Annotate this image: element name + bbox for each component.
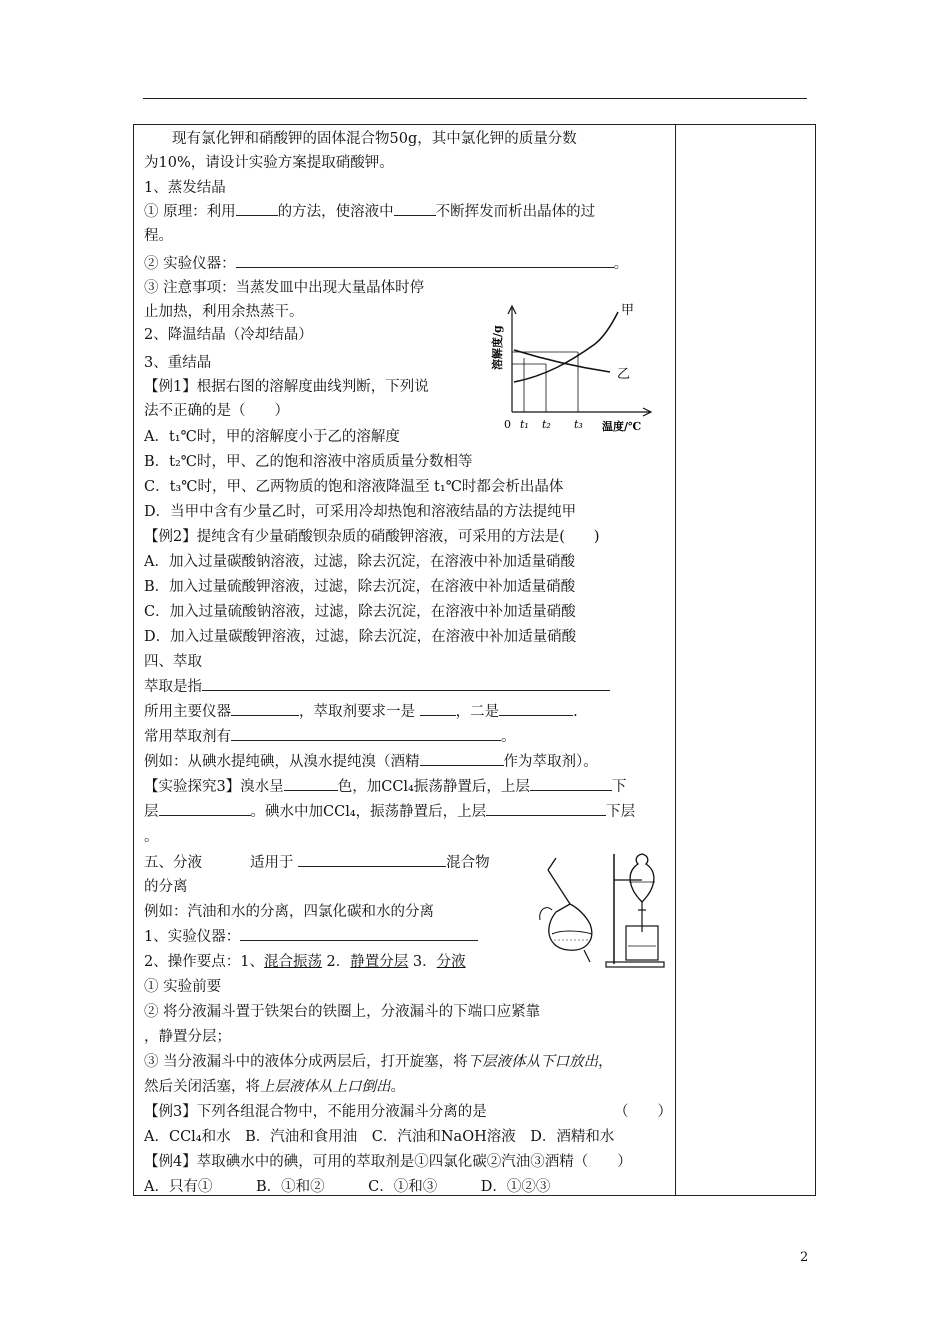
s4-title: 四、萃取 [144,654,202,670]
ex2-option-d: D．加入过量碳酸钾溶液，过滤，除去沉淀，在溶液中补加适量硝酸 [144,629,577,645]
text: 作为萃取剂）。 [503,754,598,770]
s4-definition [144,676,610,698]
s5-title [144,852,490,874]
hand-icon [540,908,552,920]
s4-instruments [144,701,578,723]
ex1-option-a: A．t₁℃时，甲的溶解度小于乙的溶解度 [144,429,400,445]
fill-blank[interactable] [499,701,573,716]
s1-title: 1、蒸发结晶 [144,180,226,196]
text: 【实验探究3】溴水呈 [144,779,284,795]
s5-step-3 [144,1051,613,1073]
text: 下层 [606,804,636,820]
s1-instruments [144,253,628,275]
text: 下 [611,779,627,795]
text: 适用于 [250,855,294,871]
y-axis-label: 溶解度/g [491,325,504,370]
text: 混合物 [446,855,490,871]
t1-label: t₁ [520,418,529,431]
s4-example [144,751,598,773]
fill-blank[interactable] [231,701,299,716]
page-number: 2 [800,1250,809,1265]
s1-notes-1: ③ 注意事项：当蒸发皿中出现大量晶体时停 [144,280,425,296]
text: 例如：从碘水提纯碘，从溴水提纯溴（酒精 [144,754,420,770]
fill-blank[interactable] [236,253,614,268]
separatory-funnel-figure [538,850,668,970]
fill-blank[interactable] [236,201,278,216]
text: 常用萃取剂有 [144,729,231,745]
s5-title-cont: 的分离 [144,879,188,895]
fill-blank[interactable] [530,776,612,791]
text: 【例3】下列各组混合物中，不能用分液漏斗分离的是 [144,1104,487,1120]
fill-blank[interactable] [231,726,501,741]
fill-blank[interactable] [202,676,610,691]
curve-yi [514,350,610,372]
label-yi: 乙 [617,367,631,382]
x-axis-label: 温度/℃ [602,420,642,433]
ex2-option-b: B．加入过量硫酸钾溶液，过滤，除去沉淀，在溶液中补加适量硝酸 [144,579,576,595]
text: 静置分层 [350,954,409,970]
fill-blank[interactable] [240,926,478,941]
ex2-option-a: A．加入过量碳酸钠溶液，过滤，除去沉淀，在溶液中补加适量硝酸 [144,554,575,570]
notes-column-divider [675,124,676,1196]
fill-blank[interactable] [486,801,606,816]
text: . [573,704,578,720]
s3-title: 3、重结晶 [144,355,212,371]
ex1-option-d: D．当甲中含有少量乙时，可采用冷却热饱和溶液结晶的方法提纯甲 [144,504,577,520]
ex2-question: 【例2】提纯含有少量硝酸钡杂质的硝酸钾溶液，可采用的方法是( ) [144,529,600,545]
text: 3． [408,954,437,970]
ex2-option-c: C．加入过量硫酸钠溶液，过滤，除去沉淀，在溶液中补加适量硝酸 [144,604,576,620]
stopper [548,858,556,870]
s4-common [144,726,516,748]
s1-notes-2: 止加热，利用余热蒸干。 [144,304,304,320]
text: 2、操作要点：1、 [144,954,264,970]
s1-principle [144,201,595,223]
ex1-option-c: C．t₃℃时，甲、乙两物质的饱和溶液降温至 t₁℃时都会析出晶体 [144,479,564,495]
ex3-question [144,1101,672,1123]
text: 色，加CCl₄振荡静置后，上层 [337,779,530,795]
s5-step-2-cont: ，静置分层； [144,1029,231,1045]
text: ，萃取剂要求一是 [299,704,415,720]
ex1-question-2: 法不正确的是（ ） [144,403,289,419]
text: 下层液体从下口放出 [467,1054,599,1070]
funnel-stem [584,950,590,962]
t3-label: t₃ [574,418,583,431]
text: ② 实验仪器： [144,256,236,272]
intro-line-2: 为10%，请设计实验方案提取硝酸钾。 [144,155,394,171]
text: 的方法，使溶液中 [277,204,394,220]
ex4-options: A．只有① B．①和② C．①和③ D．①②③ [144,1179,551,1195]
text: 所用主要仪器 [144,704,231,720]
solubility-curve-figure [490,292,670,438]
text: 五、分液 [144,855,202,871]
exp3-line-2 [144,801,635,823]
t2-label: t₂ [542,418,551,431]
exp3-line-3: 。 [144,829,159,845]
header-rule [143,98,807,99]
text: ① 原理：利用 [144,204,236,220]
text: 1、实验仪器： [144,929,241,945]
s5-operations [144,951,466,973]
text: 。 [501,729,516,745]
fill-blank[interactable] [420,751,504,766]
fill-blank[interactable] [298,852,446,867]
ex1-option-b: B．t₂℃时，甲、乙的饱和溶液中溶质质量分数相等 [144,454,473,470]
text: ，二是 [455,704,500,720]
text: 。 [613,256,629,272]
text: 层 [144,804,159,820]
text: 不断挥发而析出晶体的过 [435,204,596,220]
intro-line-1: 现有氯化钾和硝酸钾的固体混合物50g，其中氯化钾的质量分数 [172,131,577,147]
text: 萃取是指 [144,679,202,695]
s5-example: 例如：汽油和水的分离，四氯化碳和水的分离 [144,904,434,920]
liquid-layer [552,931,592,934]
ex3-options: A．CCl₄和水 B．汽油和食用油 C．汽油和NaOH溶液 D．酒精和水 [144,1129,615,1145]
exp3-line-1 [144,776,626,798]
fill-blank[interactable] [284,776,338,791]
fill-blank[interactable] [394,201,436,216]
funnel-neck [548,870,570,904]
text: 分液 [436,954,466,970]
ex4-question: 【例4】萃取碘水中的碘，可用的萃取剂是①四氯化碳②汽油③酒精（ ） [144,1154,632,1170]
text: ③ 当分液漏斗中的液体分成两层后，打开旋塞，将 [144,1054,468,1070]
s5-step-1: ① 实验前要 [144,979,222,995]
text: ， [598,1054,613,1070]
s5-step-3-cont [144,1076,405,1098]
s5-step-2: ② 将分液漏斗置于铁架台的铁圈上，分液漏斗的下端口应紧靠 [144,1004,541,1020]
origin-label: 0 [504,418,511,431]
hand-funnel-icon [549,904,592,950]
text: 上层液体从上口倒出 [260,1079,391,1095]
fill-blank[interactable] [420,701,456,716]
s1-principle-cont: 程。 [144,228,173,244]
s2-title: 2、降温结晶（冷却结晶） [144,327,313,343]
text: 。 [390,1079,405,1095]
label-jia: 甲 [621,303,635,318]
text: 混合振荡 [263,954,322,970]
ex1-question-1: 【例1】根据右图的溶解度曲线判断，下列说 [144,379,429,395]
fill-blank[interactable] [159,801,251,816]
separatory-funnel-icon [630,854,654,902]
text: 然后关闭活塞，将 [144,1079,260,1095]
text: 。碘水中加CCl₄，振荡静置后，上层 [250,804,487,820]
s5-instruments [144,926,478,948]
answer-paren: （ ） [614,1104,672,1120]
text: 2． [321,954,351,970]
